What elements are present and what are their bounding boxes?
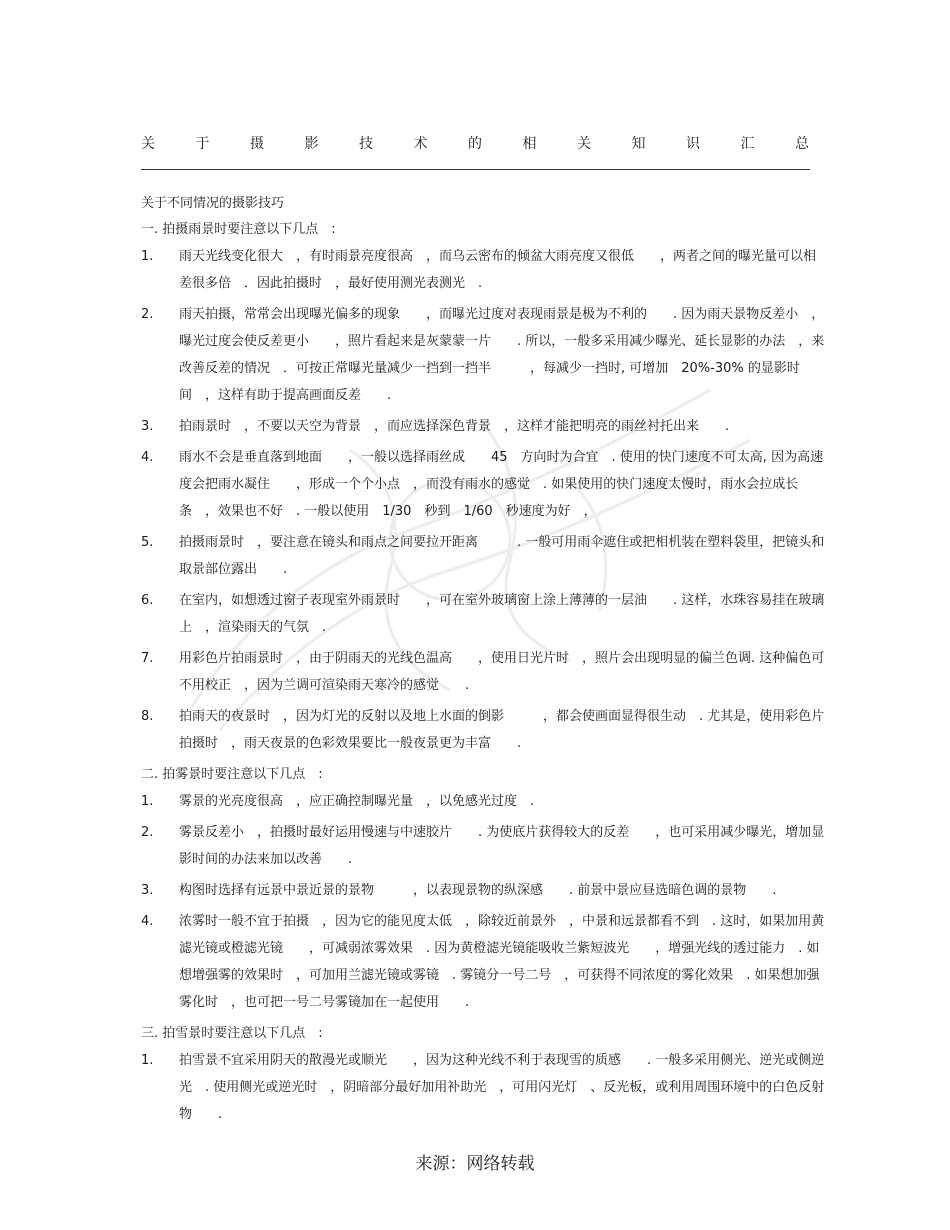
title-char: 技 — [359, 136, 373, 152]
list-item — [141, 444, 825, 525]
list-item — [141, 529, 825, 583]
item-text: 雾景的光亮度很高 ，应正确控制曝光量 ，以免感光过度 . — [179, 794, 535, 809]
item-text: 拍雨天的夜景时 ，因为灯光的反射以及地上水面的倒影 ，都会使画面显得很生动 . 尤其是，使用彩色片拍摄时 ，雨天夜景的色彩效果要比一般夜景更为丰富 . — [179, 709, 825, 751]
section-rain — [141, 217, 825, 757]
item-number: 8. — [141, 709, 154, 724]
source-footer: 来源：网络转载 — [415, 1154, 535, 1174]
tips-list — [141, 1047, 825, 1128]
list-item — [141, 703, 825, 757]
document-body — [141, 191, 825, 1133]
item-text: 雨天拍摄，常常会出现曝光偏多的现象 ，而曝光过度对表现雨景是极为不利的 . 因为雨天景物反差小 ，曝光过度会使反差更小 ，照片看起来是灰蒙蒙一片 . 所以，一般多采用减少曝光、延长显影的办法 ，来改善反差的情况 ．可按正常曝光量减少一挡到一挡半 ，每减少一挡时, 可增加 20%-30% 的显影时间 ，这样有助于提高画面反差 . — [179, 307, 825, 403]
title-char: 汇 — [740, 136, 755, 152]
item-number: 5. — [141, 535, 154, 550]
tips-list — [141, 243, 825, 757]
title-char: 相 — [522, 136, 537, 152]
item-number: 6. — [141, 593, 154, 608]
list-item — [141, 819, 825, 873]
section-heading: 一. 拍摄雨景时要注意以下几点 : — [141, 222, 336, 237]
item-number: 1. — [141, 1053, 154, 1068]
item-text: 雾景反差小 ，拍摄时最好运用慢速与中速胶片 . 为使底片获得较大的反差 ，也可采用减少曝光，增加显影时间的办法来加以改善 . — [179, 825, 825, 867]
title-char: 关 — [577, 136, 591, 152]
item-text: 用彩色片拍雨景时 ，由于阴雨天的光线色温高 ，使用日光片时 ，照片会出现明显的偏兰色调. 这种偏色可不用校正 ，因为兰调可渲染雨天寒冷的感觉 . — [179, 651, 825, 693]
list-item — [141, 1047, 825, 1128]
intro-line: 关于不同情况的摄影技巧 — [141, 196, 285, 211]
title-char: 知 — [631, 136, 646, 152]
list-item — [141, 587, 825, 641]
item-text: 拍雪景不宜采用阴天的散漫光或顺光 ，因为这种光线不利于表现雪的质感 . 一般多采用侧光、逆光或侧逆光 . 使用侧光或逆光时 ，阴暗部分最好加用补助光 ，可用闪光灯 、反光板，或利用周围环境中的白色反射物 . — [179, 1053, 825, 1122]
item-number: 4. — [141, 914, 154, 929]
title-char: 的 — [468, 136, 482, 152]
title-char: 关 — [141, 136, 155, 152]
title-char: 总 — [795, 136, 809, 152]
section-fog — [141, 762, 825, 1016]
list-item — [141, 908, 825, 1016]
list-item — [141, 301, 825, 409]
title-char: 术 — [413, 136, 428, 152]
item-number: 2. — [141, 825, 154, 840]
item-number: 4. — [141, 450, 154, 465]
item-number: 2. — [141, 307, 154, 322]
section-heading: 三. 拍雪景时要注意以下几点 : — [141, 1026, 323, 1041]
item-number: 3. — [141, 419, 154, 434]
list-item — [141, 645, 825, 699]
tips-list — [141, 788, 825, 1016]
document-title — [141, 134, 809, 154]
title-char: 于 — [195, 136, 210, 152]
item-number: 1. — [141, 249, 154, 264]
item-text: 雨水不会是垂直落到地面 ，一般以选择雨丝成 45 方向时为合宜 . 使用的快门速度不可太高, 因为高速度会把雨水凝住 ，形成一个个小点 ，而没有雨水的感觉 . 如果使用的快门速度太慢时，雨水会拉成长条 ，效果也不好 . 一般以使用 1/30 秒到 1/60 秒速度为好 ， — [179, 450, 824, 519]
title-divider — [141, 169, 810, 170]
title-char: 识 — [686, 136, 700, 152]
item-number: 1. — [141, 794, 154, 809]
item-text: 构图时选择有远景中景近景的景物 ，以表现景物的纵深感 . 前景中景应昼选暗色调的景物 . — [179, 883, 777, 898]
title-char: 摄 — [250, 136, 264, 152]
section-snow — [141, 1021, 825, 1128]
item-number: 7. — [141, 651, 154, 666]
item-text: 拍摄雨景时 ，要注意在镜头和雨点之间要拉开距离 . 一般可用雨伞遮住或把相机装在塑料袋里，把镜头和取景部位露出 . — [179, 535, 825, 577]
list-item — [141, 413, 825, 440]
list-item — [141, 788, 825, 815]
item-text: 雨天光线变化很大 ，有时雨景亮度很高 ，而乌云密布的倾盆大雨亮度又很低 ，两者之间的曝光量可以相差很多倍 ．因此拍摄时 ，最好使用测光表测光 . — [179, 249, 817, 291]
item-text: 拍雨景时 ，不要以天空为背景 ，而应选择深色背景 ，这样才能把明亮的雨丝衬托出来 . — [179, 419, 730, 434]
title-char: 影 — [304, 136, 319, 152]
item-text: 在室内，如想透过窗子表现室外雨景时 ，可在室外玻璃窗上涂上薄薄的一层油 . 这样，水珠容易挂在玻璃上 ，渲染雨天的气氛 . — [179, 593, 825, 635]
list-item — [141, 877, 825, 904]
list-item — [141, 243, 825, 297]
item-number: 3. — [141, 883, 154, 898]
section-heading: 二. 拍雾景时要注意以下几点 : — [141, 767, 323, 782]
item-text: 浓雾时一般不宜于拍摄 ，因为它的能见度太低 ，除较近前景外 ，中景和远景都看不到 . 这时，如果加用黄滤光镜或橙滤光镜 ，可减弱浓雾效果 . 因为黄橙滤光镜能吸收兰紫短波光 ，增强光线的透过能力 . 如想增强雾的效果时 ，可加用兰滤光镜或雾镜 . 雾镜分一号二号 ，可获得不同浓度的雾化效果 . 如果想加强雾化时 ，也可把一号二号雾镜加在一起使用 . — [179, 914, 825, 1010]
